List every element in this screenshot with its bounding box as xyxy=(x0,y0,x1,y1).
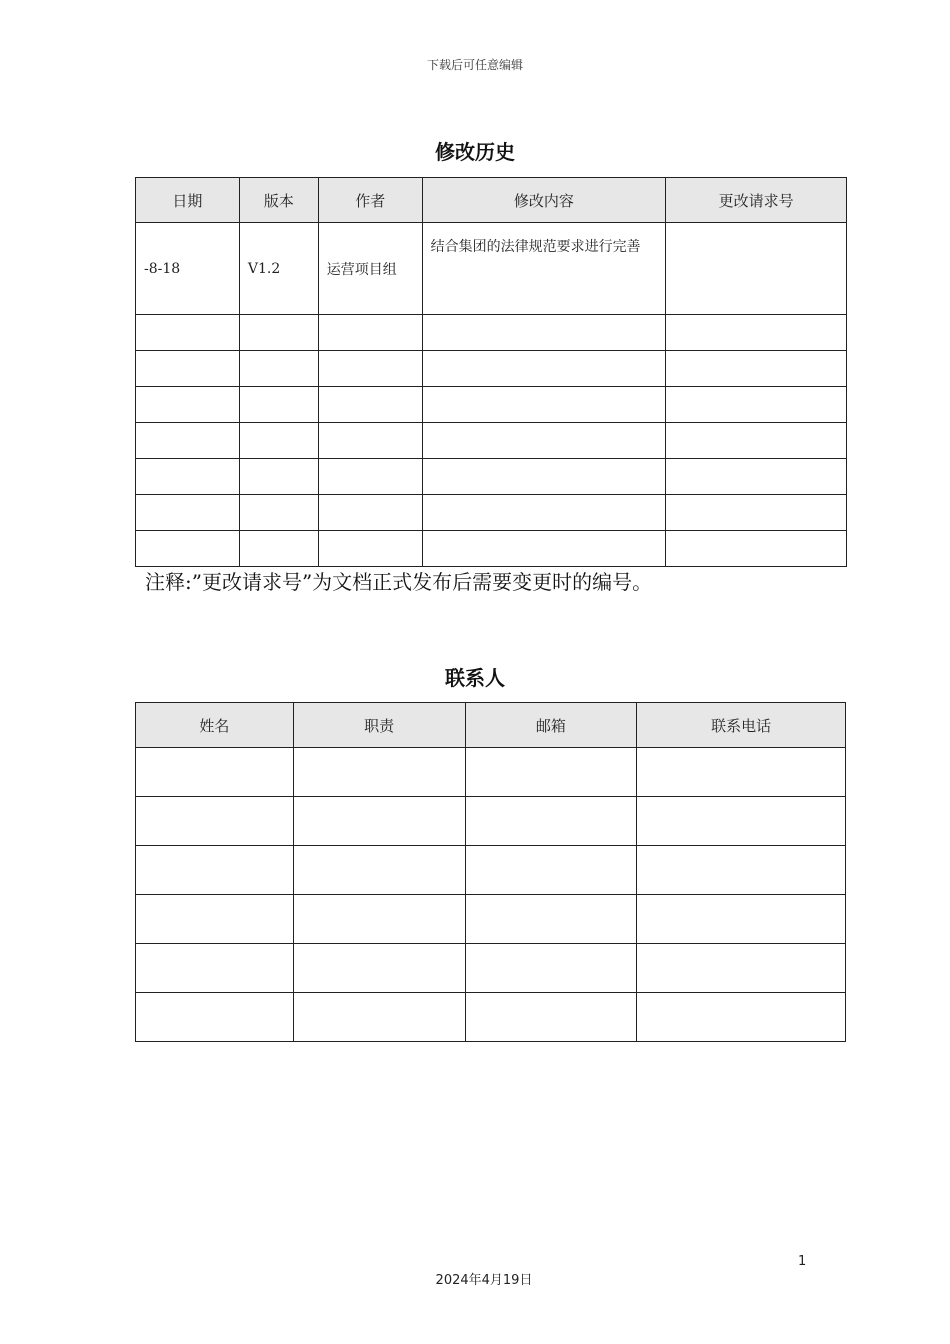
table-row xyxy=(136,748,846,797)
table-row xyxy=(136,387,847,423)
contacts-header-row xyxy=(136,703,846,748)
history-cell-author: 运营项目组 xyxy=(318,223,422,315)
table-row xyxy=(136,993,846,1042)
table-row xyxy=(136,495,847,531)
table-row xyxy=(136,423,847,459)
contacts-col-email: 邮箱 xyxy=(465,703,637,748)
history-col-request-no: 更改请求号 xyxy=(666,178,847,223)
table-row xyxy=(136,895,846,944)
table-row xyxy=(136,797,846,846)
history-cell-version: V1.2 xyxy=(239,223,318,315)
page-number: 1 xyxy=(798,1254,807,1269)
note-text: 注释:”更改请求号”为文档正式发布后需要变更时的编号。 xyxy=(145,570,653,594)
history-cell-request-no xyxy=(666,223,847,315)
table-row xyxy=(136,459,847,495)
contacts-col-phone: 联系电话 xyxy=(637,703,846,748)
history-col-date: 日期 xyxy=(136,178,240,223)
table-row xyxy=(136,315,847,351)
contacts-col-duty: 职责 xyxy=(293,703,465,748)
history-header-row xyxy=(136,178,847,223)
history-title: 修改历史 xyxy=(435,140,515,164)
footer-date: 2024年4月19日 xyxy=(435,1273,533,1288)
history-table xyxy=(135,177,847,567)
history-cell-content: 结合集团的法律规范要求进行完善 xyxy=(422,223,666,315)
header-note: 下载后可任意编辑 xyxy=(426,58,523,72)
history-col-version: 版本 xyxy=(239,178,318,223)
contacts-table xyxy=(135,702,846,1042)
history-col-content: 修改内容 xyxy=(422,178,666,223)
table-row xyxy=(136,944,846,993)
history-cell-date: -8-18 xyxy=(136,223,240,315)
table-row xyxy=(136,351,847,387)
history-col-author: 作者 xyxy=(318,178,422,223)
contacts-col-name: 姓名 xyxy=(136,703,294,748)
table-row xyxy=(136,846,846,895)
table-row xyxy=(136,531,847,567)
contacts-title: 联系人 xyxy=(445,666,505,690)
table-row xyxy=(136,223,847,315)
